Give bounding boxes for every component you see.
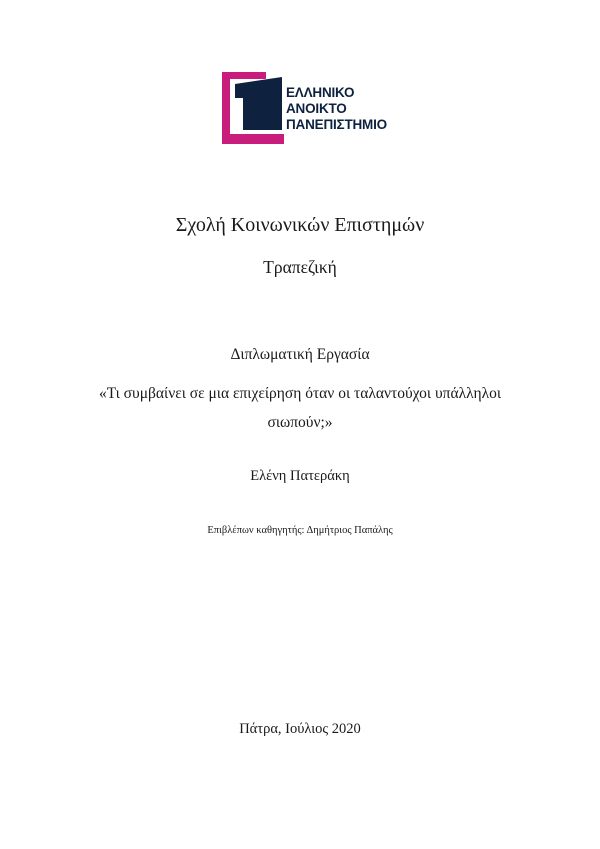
place-date: Πάτρα, Ιούλιος 2020 bbox=[239, 721, 361, 737]
university-name-line2: ΑΝΟΙΚΤΟ bbox=[286, 101, 347, 116]
department-name: Τραπεζική bbox=[263, 257, 337, 277]
university-name-line1: ΕΛΛΗΝΙΚΟ bbox=[286, 85, 355, 100]
supervisor: Επιβλέπων καθηγητής: Δημήτριος Παπάλης bbox=[207, 525, 393, 536]
university-logo bbox=[222, 72, 412, 144]
school-name: Σχολή Κοινωνικών Επιστημών bbox=[175, 214, 425, 236]
thesis-label: Διπλωματική Εργασία bbox=[230, 346, 370, 363]
author-name: Ελένη Πατεράκη bbox=[250, 468, 350, 484]
thesis-title: «Τι συμβαίνει σε μια επιχείρηση όταν οι ταλαντούχοι υπάλληλοι σιωπούν;» bbox=[98, 385, 502, 431]
university-name-line3: ΠΑΝΕΠΙΣΤΗΜΙΟ bbox=[286, 117, 387, 132]
university-name bbox=[286, 85, 387, 133]
university-logo-mark bbox=[222, 72, 284, 144]
